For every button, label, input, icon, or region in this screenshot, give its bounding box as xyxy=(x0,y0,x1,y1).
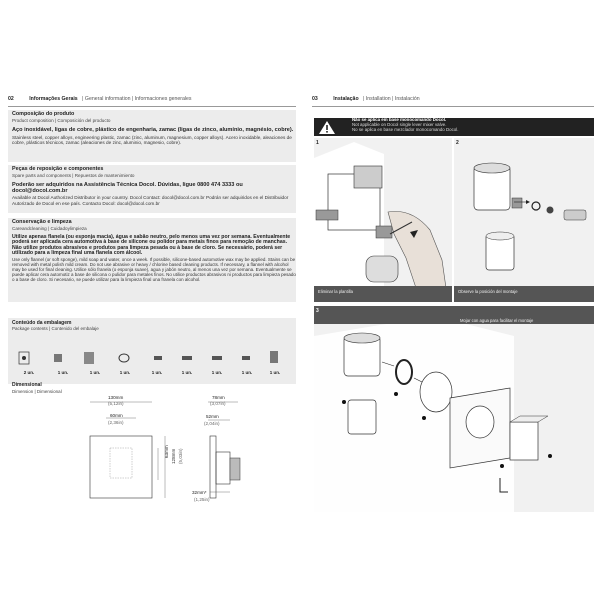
care-title: Conservação e limpeza xyxy=(12,219,72,225)
package-title: Conteúdo da embalagem xyxy=(12,320,72,326)
dim-52-in: (2,04in) xyxy=(204,421,220,426)
step1-number: 1 xyxy=(316,140,319,146)
composition-title: Composição do produto xyxy=(12,111,75,117)
right-page-header xyxy=(312,96,420,102)
parts-bold: Poderão ser adquiridos na Assistência Técnica Docol. Dúvidas, ligue 0800 474 3333 ou docol@docol.com.br xyxy=(12,181,243,194)
step1-illustration xyxy=(314,138,452,302)
parts-sub: Spare parts and components | Repuestos de mantenimiento xyxy=(12,172,135,178)
step3-caption: Mojar con agua para facilitar el montaje xyxy=(460,318,534,323)
dimensional-drawing xyxy=(70,396,250,508)
step3-illustration xyxy=(314,306,594,512)
warning-icon xyxy=(318,120,336,135)
care-sub: Careandcleaning | Cuidadoylimpieza xyxy=(12,225,87,231)
page-title: Informações Gerais xyxy=(29,96,78,102)
warning-text: Não se aplica em base monocomando Docol. Not applicable on Docol single lever mixer valve. No se aplica en base mezclador monocomando Docol. xyxy=(352,117,459,132)
page-title-sub: | General information | Informaciones generales xyxy=(82,96,192,102)
care-section xyxy=(12,220,296,282)
page-number: 02 xyxy=(8,96,14,102)
dim-32: 32mm* xyxy=(192,490,207,495)
dim-52: 52mm xyxy=(206,414,219,419)
parts-title: Peças de reposição e componentes xyxy=(12,166,104,172)
dimensional-sub: Dimension | Dimensional xyxy=(12,389,62,394)
package-sub: Package contents | Contenido del embalaje xyxy=(12,326,99,331)
dim-78: 78mm xyxy=(212,395,225,400)
dim-60: 60mm xyxy=(110,413,123,418)
header-rule xyxy=(8,106,296,107)
step2-illustration xyxy=(454,138,594,302)
composition-text: Stainless steel, copper alloys, engineering plastic, zamac (zinc, aluminum, magnesium, copper alloys). Acero inoxidable, aleaciones de cobre, plásticos técnicos, zamac (aleaciones de zinc, aluminio, magnesio, cobre). xyxy=(12,135,292,146)
dim-32-in: (1,25in) xyxy=(194,497,210,502)
dim-130: 130mm xyxy=(108,395,124,400)
step1-caption: Eliminar la plantilla xyxy=(318,289,353,294)
dim-128-in: (5,03in) xyxy=(178,448,183,464)
care-text: Use only flannel (or soft sponge), mild soap and water, once a week. If possible, silicone-based automotive wax may be applied. Stains can be removed with metal polish mild cream. Do not use abrasive or heavy / chlorine based cleaning products. If necessary, a flannel with alcohol may be used for final cleaning. Utilice sólo franela (o esponja suave), agua y jabón neutro, al menos una vez por semana. Eventualmente se puede aplicar cera automotiz a base de silicona o pulidor para metales finos. No utilice productos abrasivos ni productos para limpieza pesado o a base de cloro. Si necesario, se puede utilizar para la limpieza final una franela con alcohol. xyxy=(12,256,296,282)
dim-60-in: (2,36in) xyxy=(108,420,124,425)
header-rule xyxy=(312,106,594,107)
composition-bold: Aço inoxidável, ligas de cobre, plástico de engenharia, zamac (ligas de zinco, alumínio, magnésio, cobre). xyxy=(12,126,294,133)
step2-number: 2 xyxy=(456,140,459,146)
dimensional-title: Dimensional xyxy=(12,382,42,388)
composition-sub: Product composition | Composición del producto xyxy=(12,117,111,123)
page-title-sub: | Installation | Instalación xyxy=(363,96,420,102)
page-title: Instalação xyxy=(333,96,359,102)
left-page-header xyxy=(8,96,192,102)
dim-78-in: (3,07in) xyxy=(210,401,226,406)
dim-130-in: (5,12in) xyxy=(108,401,124,406)
care-bold: Utilize apenas flanela (ou esponja macia), água e sabão neutro, pelo menos uma vez por semana. Eventualmente poderá ser aplicada cera automotiva à base de silicone ou polidor para metais finos para remoção de manchas. Não utilize produtos abrasivos e produtos para limpeza pesada ou à base de cloro. Se necessário, poderá ser utilizado para a limpeza final uma flanela com álcool. xyxy=(12,233,291,257)
page-number: 03 xyxy=(312,96,318,102)
parts-section xyxy=(12,167,296,206)
dim-128: 128mm xyxy=(171,448,176,464)
step2-caption: Observe la posición del montaje xyxy=(458,289,518,294)
step3-number: 3 xyxy=(316,308,319,314)
dim-63: 63mm xyxy=(164,445,169,458)
parts-text: Available at Docol Authorized Distributor in your country. Docol Contact: docol@docol.com.br Podrán ser adquiridos en el Distribuidor Autorizado de Docol en ese país. Contacto Docol: docol@docol.com.br xyxy=(12,195,289,206)
composition-section xyxy=(12,112,296,146)
package-items: 2 un. 1 un. 1 un. 1 un. 1 un. 1 un. 1 un. 1 un. 1 un. xyxy=(23,370,281,375)
